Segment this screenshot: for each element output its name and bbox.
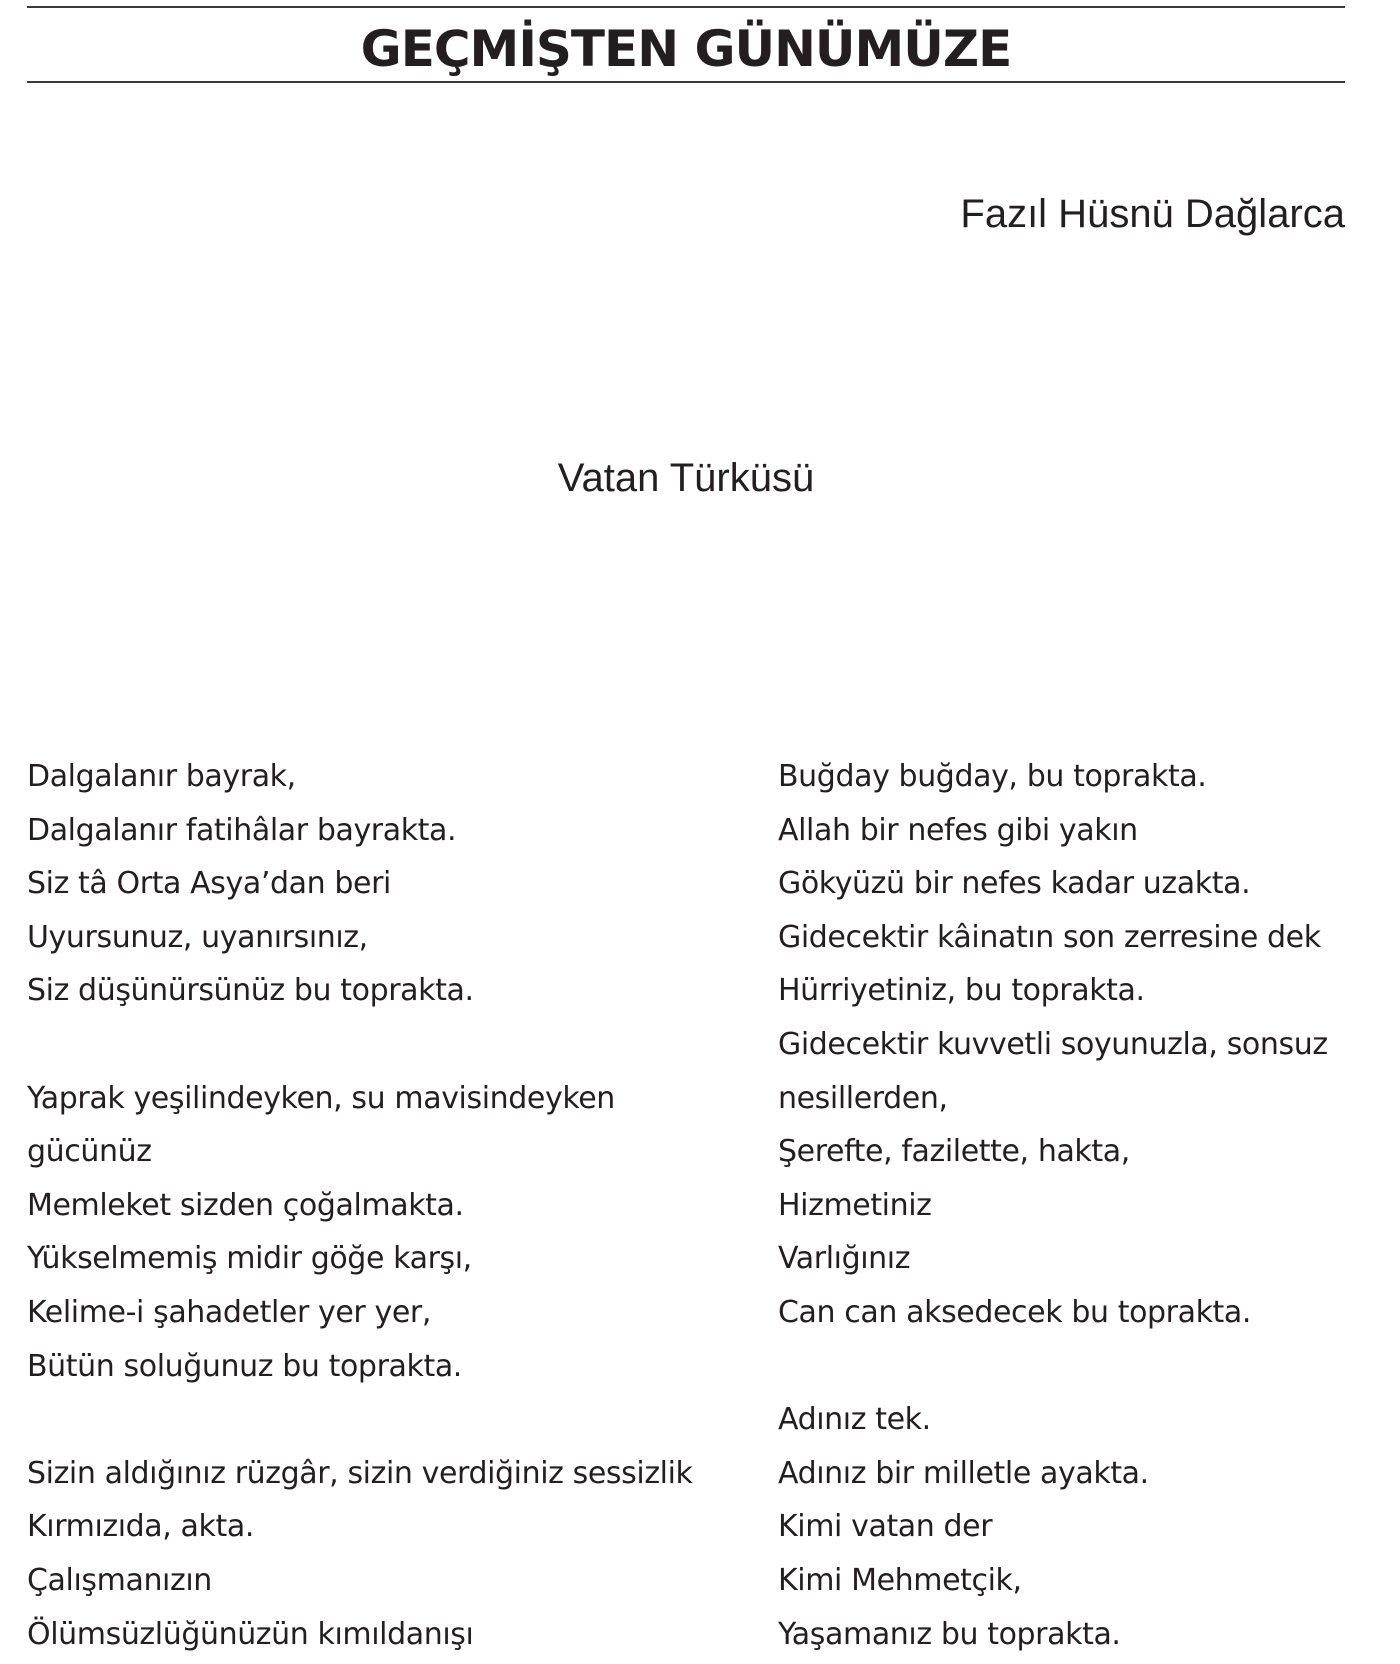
poem-right-column: [778, 750, 1378, 1661]
poem-line: Çalışmanızın: [27, 1562, 212, 1598]
poem-line: Siz tâ Orta Asya’dan beri: [27, 866, 391, 902]
poem-line: Sizin aldığınız rüzgâr, sizin verdiğiniz sessizlik: [27, 1455, 693, 1491]
poem-line: gücünüz: [27, 1134, 152, 1170]
poem-line: Varlığınız: [778, 1241, 911, 1277]
poem-left-column: [27, 750, 747, 1661]
poem-line: Adınız tek.: [778, 1402, 931, 1438]
poem-line: Dalgalanır fatihâlar bayrakta.: [27, 812, 457, 848]
poem-line: Gidecektir kâinatın son zerresine dek: [778, 919, 1321, 955]
poem-line: Bütün soluğunuz bu toprakta.: [27, 1348, 462, 1384]
poem-line: Gökyüzü bir nefes kadar uzakta.: [778, 866, 1251, 902]
poem-line: Yaprak yeşilindeyken, su mavisindeyken: [27, 1080, 615, 1116]
poem-line: Yükselmemiş midir göğe karşı,: [27, 1241, 472, 1277]
poem-line: Adınız bir milletle ayakta.: [778, 1455, 1149, 1491]
poem-title: Vatan Türküsü: [557, 456, 815, 500]
poem-line: Uyursunuz, uyanırsınız,: [27, 919, 368, 955]
poem-line: Ölümsüzlüğünüzün kımıldanışı: [27, 1616, 474, 1652]
poem-line: Kırmızıda, akta.: [27, 1509, 254, 1545]
header-top-rule: [27, 6, 1345, 8]
poem-line: Kimi vatan der: [778, 1509, 993, 1545]
poem-line: Gidecektir kuvvetli soyunuzla, sonsuz: [778, 1026, 1328, 1062]
poem-line: Yaşamanız bu toprakta.: [778, 1616, 1121, 1652]
poem-line: Buğday buğday, bu toprakta.: [778, 759, 1207, 794]
poem-line: Kelime-i şahadetler yer yer,: [27, 1294, 431, 1330]
poem-line: Hizmetiniz: [778, 1187, 932, 1223]
poem-author: Fazıl Hüsnü Dağlarca: [960, 192, 1345, 236]
poem-line: Memleket sizden çoğalmakta.: [27, 1187, 464, 1223]
section-title: GEÇMİŞTEN GÜNÜMÜZE: [360, 20, 1012, 78]
stanza-break: [778, 1340, 1378, 1394]
stanza-break: [27, 1018, 747, 1072]
poem-line: Can can aksedecek bu toprakta.: [778, 1294, 1252, 1330]
poem-line: Kimi Mehmetçik,: [778, 1562, 1022, 1598]
poem-line: Dalgalanır bayrak,: [27, 759, 296, 794]
poem-line: Hürriyetiniz, bu toprakta.: [778, 973, 1145, 1009]
poem-line: Siz düşünürsünüz bu toprakta.: [27, 973, 474, 1009]
stanza-break: [27, 1393, 747, 1447]
poem-line: Allah bir nefes gibi yakın: [778, 812, 1138, 848]
header-bottom-rule: [27, 81, 1345, 83]
poem-line: Şerefte, fazilette, hakta,: [778, 1134, 1130, 1170]
poem-line: nesillerden,: [778, 1080, 948, 1116]
